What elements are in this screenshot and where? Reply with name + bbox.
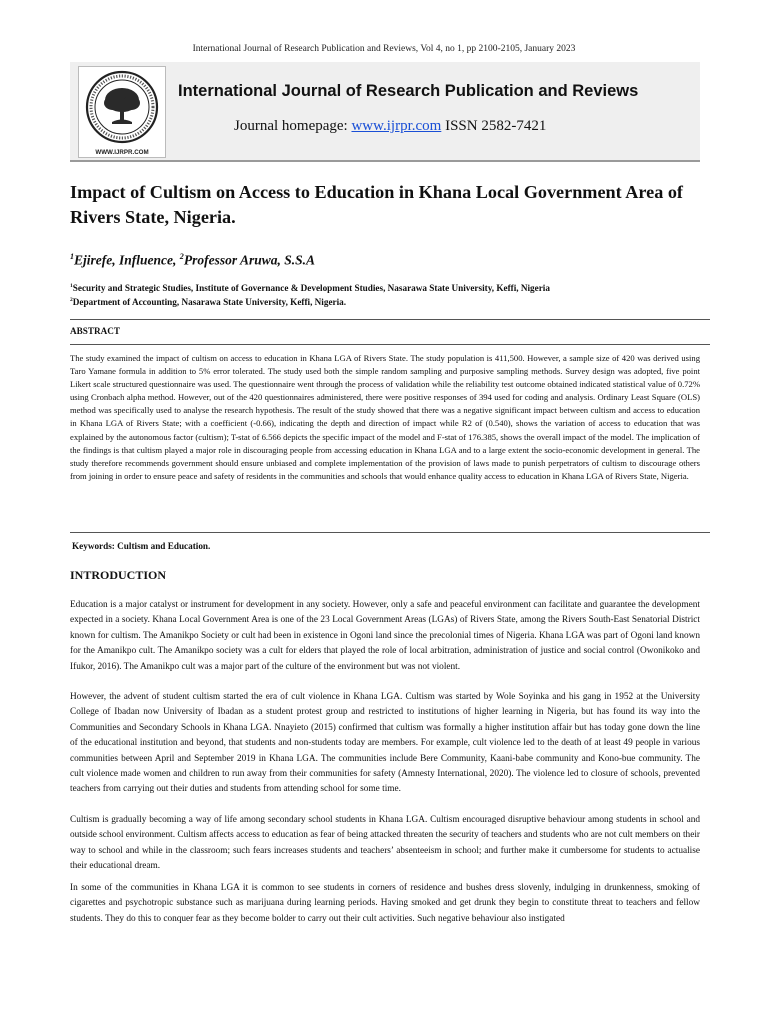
running-header: International Journal of Research Publication and Reviews, Vol 4, no 1, pp 2100-2105, January 2023 — [192, 44, 576, 54]
abstract-text: The study examined the impact of cultism on access to education in Khana LGA of Rivers State. The study population is 411,500. However, a sample size of 420 was derived using Taro Yamane formula in addition to 5% error tolerated. The study used both the simple random sampling and purposive sampling methods. Survey design was adopted, five point Likert scale structured questionnaire was used. The questionnaire went through the process of validation while the reliability test outcome obtained indicated statistical value of 0.72% using Cronbach alpha method. However, out of the 420 questionnaires administered, there were positive responses of 394 used for coding and analysis. Ordinary Least Square (OLS) method was specifically used to analyse the research hypothesis. The result of the study showed that there was a negative significant impact between cultism and access to education in Khana LGA of Rivers State; with a coefficient (-0.66), indicating the depth and direction of impact while R2 of (0.540), shows the variation of access to education that was explained by the autonomous factor (cultism); T-stat of 6.566 depicts the specific impact of the model and F-stat of 176.385, shows the overall impact of the model. The implication of the findings is that cultism played a major role in discouraging people from accessing education in Khana LGA and to a large extent the socio-economic development in general. The study therefore recommends government should ensure unbiased and complete implementation of the provision of laws made to punish perpetrators of cultism to discourage others from joining in order to ensure peace and safety of residents in the communities and schools that would enhance quality access to education in Khana LGA of Rivers State, Nigeria. — [70, 353, 700, 481]
intro-paragraph-1: Education is a major catalyst or instrument for development in any society. However, only a safe and peaceful environment can facilitate and guarantee the development expected in a society. Khana Local Government Area is one of the 23 Local Government Areas (LGAs) of Rivers State, among the Rivers South-East Senatorial District known for cultism. The Amanikpo Society or cult had been in existence in Ogoni land since the precolonial times of Nigeria. Khana LGA was part of Ogoni land known for the Amanikpo cult. The Amanikpo society was a cult for elders that played the role of local arbitration, administration of justice and social control (Owonikoko and Ifukor, 2016). The Amanikpo cult was a major part of the culture of the environment but was not violent. — [70, 600, 700, 672]
journal-banner — [70, 62, 700, 162]
affiliation-2-text: Department of Accounting, Nasarawa State University, Keffi, Nigeria. — [72, 297, 347, 308]
journal-name: International Journal of Research Publication and Reviews — [178, 82, 639, 100]
article-authors — [70, 252, 315, 269]
affiliation-2-superscript: 2 — [70, 297, 73, 303]
abstract-heading: ABSTRACT — [70, 326, 121, 336]
issn-text: ISSN 2582-7421 — [441, 118, 547, 134]
author-2-superscript: 2 — [179, 252, 184, 261]
homepage-label: Journal homepage: — [234, 118, 352, 134]
journal-homepage — [234, 118, 546, 135]
introduction-heading: INTRODUCTION — [70, 568, 167, 582]
intro-paragraph-2: However, the advent of student cultism started the era of cult violence in Khana LGA. Cultism was started by Wole Soyinka and his gang in 1952 at the University College of Ibadan now University of Ibadan as a student protest group and restricted to institutions of higher learning in Nigeria, but has found its way into the Communities and Secondary Schools in Khana LGA. Nnayieto (2015) confirmed that cultism was formally a higher institution affair but has today gone down the line of the educational institution and beyond, that students and non-students today are members. For example, cult violence led to the death of at least 49 people in various communities between April and September 2019 in Khana LGA. The communities include Bere Community, Kaani-babe community and Kono-bue community. The cult violence made women and children to run away from their communities for safety (Amnesty International, 2020). The violence led to closure of schools, prevented teachers from carrying out their duties and students from attending school for some time. — [70, 692, 700, 795]
affiliation-1-text: Security and Strategic Studies, Institute of Governance & Development Studies, Nasarawa State University, Keffi, Nigeria — [72, 283, 550, 294]
author-1-superscript: 1 — [70, 252, 75, 261]
homepage-link[interactable]: www.ijrpr.com — [351, 118, 442, 134]
affiliation-2 — [70, 297, 346, 307]
author-1: Ejirefe, Influence, — [74, 252, 180, 268]
article-title: Impact of Cultism on Access to Education in Khana Local Government Area of Rivers State, Nigeria. — [70, 182, 683, 227]
tree-seal-icon — [79, 67, 165, 145]
divider-bottom — [70, 532, 710, 533]
affiliation-1 — [70, 283, 550, 293]
journal-logo — [78, 66, 166, 158]
divider-top — [70, 319, 710, 320]
intro-paragraph-4: In some of the communities in Khana LGA it is common to see students in corners of residence and bushes dress slovenly, indulging in drunkenness, smoking of cigarettes and psychotropic substance such as marijuana during learning periods. Having smoked and get drunk they begin to constitute threat to teachers and fellow students. They do this to conquer fear as they become bolder to carry out their cult activities. Such negative behaviour also instigated — [70, 883, 700, 924]
author-2: Professor Aruwa, S.S.A — [183, 252, 316, 268]
intro-paragraph-3: Cultism is gradually becoming a way of life among secondary school students in Khana LGA. Cultism encouraged disruptive behaviour among students in school and outside school environment. Cultism affects access to education as fear of being attacked threaten the security of teachers and students who are not cult members on their way to school and while in the classroom; such fears increases students and teachers’ absenteeism in school; and further make it cumbersome for students to actualise their educational dream. — [70, 815, 701, 872]
affiliation-1-superscript: 1 — [70, 283, 73, 289]
keywords: Keywords: Cultism and Education. — [72, 541, 211, 551]
logo-url-text: WWW.IJRPR.COM — [95, 149, 149, 156]
divider-abstract — [70, 344, 710, 345]
